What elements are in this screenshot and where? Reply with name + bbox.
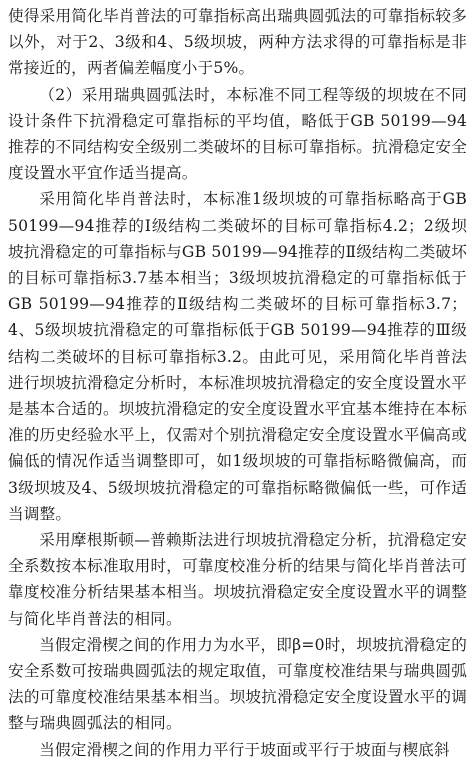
paragraph-item-2: （2）采用瑞典圆弧法时，本标准不同工程等级的坝坡在不同设计条件下抗滑稳定可靠指标的平均值，略低于GB 50199—94推荐的不同结构安全级别二类破坏的目标可靠指标。抗滑稳定安全度设置水平宜作适当提高。	[8, 85, 467, 183]
paragraph-continuation: 使得采用简化毕肖普法的可靠指标高出瑞典圆弧法的可靠指标较多以外，对于2、3级和4、5级坝坡，两种方法求得的可靠指标是非常接近的，两者偏差幅度小于5%。	[8, 7, 467, 78]
paragraph-morgenstern-price: 采用摩根斯顿—普赖斯法进行坝坡抗滑稳定分析，抗滑稳定安全系数按本标准取用时，可靠度校准分析的结果与简化毕肖普法可靠度校准分析结果基本相当。坝坡抗滑稳定安全度设置水平的调整与简化毕肖普法的相同。	[8, 531, 467, 628]
paragraph-horizontal-force: 当假定滑楔之间的作用力为水平，即β=0时，坝坡抗滑稳定的安全系数可按瑞典圆弧法的规定取值，可靠度校准结果与瑞典圆弧法的可靠度校准结果基本相当。坝坡抗滑稳定安全度设置水平的调整与瑞典圆弧法的相同。	[8, 635, 467, 733]
paragraph-parallel-force: 当假定滑楔之间的作用力平行于坡面或平行于坡面与楔底斜	[39, 740, 450, 759]
paragraph-bishop-method: 采用简化毕肖普法时，本标准1级坝坡的可靠指标略高于GB 50199—94推荐的Ⅰ级结构二类破坏的目标可靠指标4.2；2级坝坡抗滑稳定的可靠指标与GB 50199—94推荐的Ⅱ级结构二类破坏的目标可靠指标3.7基本相当；3级坝坡抗滑稳定的可靠指标低于GB 50199—94推荐的Ⅱ级结构二类破坏的目标可靠指标3.7；4、5级坝坡抗滑稳定的可靠指标低于GB 50199—94推荐的Ⅲ级结构二类破坏的目标可靠指标3.2。由此可见，采用简化毕肖普法进行坝坡抗滑稳定分析时，本标准坝坡抗滑稳定的安全度设置水平是基本合适的。坝坡抗滑稳定的安全度设置水平宜基本维持在本标准的历史经验水平上，仅需对个别抗滑稳定安全度设置水平偏高或偏低的情况作适当调整即可，如1级坝坡的可靠指标略微偏高，而3级坝坡及4、5级坝坡抗滑稳定的可靠指标略微偏低一些，可作适当调整。	[8, 190, 467, 523]
